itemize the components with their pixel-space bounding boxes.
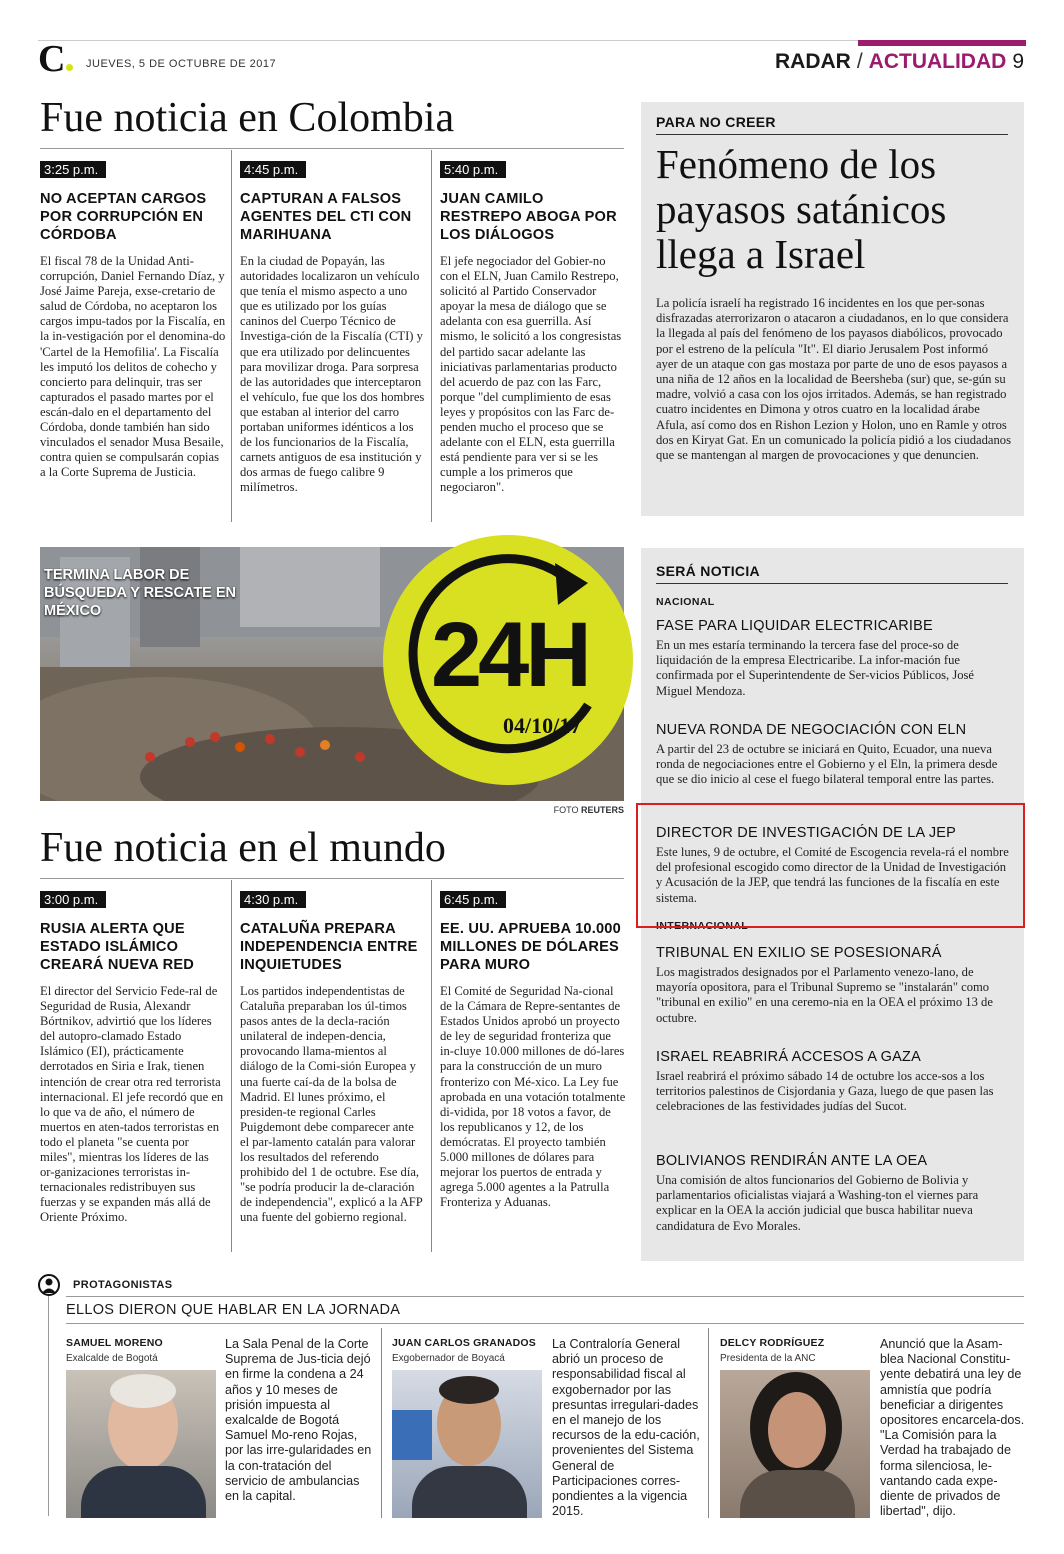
noticia-body: A partir del 23 de octubre se iniciará en Quito, Ecuador, una nueva ronda de negociaciones entre el Gobierno y el Eln, la primera desde que se dio inicio al cese el fuego bilateral temporal entre las partes. — [656, 742, 998, 787]
kicker-rule — [656, 583, 1008, 584]
para-no-creer-box — [641, 102, 1024, 516]
person-glyph — [40, 1276, 58, 1294]
person-name[interactable]: DELCY RODRÍGUEZ — [720, 1337, 825, 1349]
colombia-story-2[interactable] — [240, 159, 426, 496]
portrait-juan-carlos-granados[interactable] — [392, 1370, 542, 1518]
column-divider — [431, 880, 432, 1252]
story-body: El Comité de Seguridad Na-cional de la Cámara de Repre-sentantes de Estados Unidos aprobó un proyecto de ley de seguridad fronteriza que in-cluye 10.000 millones de dó-lares para la construcción de un muro fronterizo con Mé-xico. La Ley fue aprobada en una votación totalmente di-vidida, por 18 votos a favor, de los republicanos y 12, de los demócratas. El proyecto también 5.000 millones de dólares para mejorar los puertos de entrada y agrega 5.000 agentes a la Patrulla Fronteriza y Aduanas. — [440, 984, 626, 1210]
section-label — [775, 50, 1024, 74]
colombia-top-rule — [40, 148, 624, 149]
person-name[interactable]: SAMUEL MORENO — [66, 1337, 163, 1349]
story-headline[interactable]: RUSIA ALERTA QUE ESTADO ISLÁMICO CREARÁ NUEVA RED — [40, 921, 195, 973]
portrait-samuel-moreno[interactable] — [66, 1370, 216, 1518]
newspaper-logo[interactable]: C — [38, 42, 73, 76]
subsection-name: ACTUALIDAD — [868, 50, 1007, 73]
colombia-story-3[interactable] — [440, 159, 626, 496]
story-headline[interactable]: CAPTURAN A FALSOS AGENTES DEL CTI CON MARIHUANA — [240, 191, 412, 243]
mundo-story-2[interactable] — [240, 889, 426, 1226]
story-body: Los partidos independentistas de Cataluña preparaban los úl-timos pasos antes de la decla-ración unilateral de indepen-dencia, provocando llama-mientos al diálogo de la Comi-sión Europea y una fuerte caí-da de la bolsa de Madrid. El lunes próximo, el presiden-te regional Carles Puigdemont debe comparecer ante el par-lamento catalán para valorar los resultados del referendo prohibido del 1 de octubre. Ese día, "se podría producir la de-claración de independencia", explicó a la AFP una fuente del gobierno regional. — [240, 984, 423, 1225]
protagonistas-left-rule — [48, 1296, 49, 1516]
highlight-box — [636, 803, 1025, 928]
story-headline[interactable]: CATALUÑA PREPARA INDEPENDENCIA ENTRE INQUIETUDES — [240, 921, 418, 973]
story-time: 4:30 p.m. — [240, 891, 306, 908]
noticia-body: Este lunes, 9 de octubre, el Comité de Escogencia revela-rá el nombre del profesional escogido como director de la Unidad de Investigación y Acusación de la JEP, que tendrá las funciones de la fiscalía en este sistema. — [656, 845, 1009, 905]
story-time: 3:00 p.m. — [40, 891, 106, 908]
photo-credit: FOTO REUTERS — [553, 805, 624, 815]
story-body: El fiscal 78 de la Unidad Anti-corrupción, Daniel Fernando Díaz, y José Jaime Pareja, exse-cretario de salud de Córdoba, no aceptaron los cargos impu-tados por la Fiscalía, en la in-vestigación por el denomina-do 'Cartel de la Hemofilia'. La Fiscalía les imputó los delitos de cohecho y concierto para delinquir, tras ser capturados el pasado martes por el escán-dalo en el departamento del Córdoba, donde también han sido vinculados el senador Musa Besaile, contra quien se compulsarán copias a la Corte Suprema de Justicia. — [40, 254, 226, 480]
colombia-section-title: Fue noticia en Colombia — [40, 95, 455, 141]
column-divider — [231, 880, 232, 1252]
issue-date: JUEVES, 5 DE OCTUBRE DE 2017 — [86, 58, 277, 70]
column-divider — [708, 1328, 709, 1518]
story-time: 6:45 p.m. — [440, 891, 506, 908]
person-role: Exalcalde de Bogotá — [66, 1353, 158, 1364]
section-separator: / — [856, 50, 863, 73]
mundo-top-rule — [40, 878, 624, 879]
story-time: 3:25 p.m. — [40, 161, 106, 178]
column-divider — [231, 150, 232, 522]
noticia-body: Una comisión de altos funcionarios del Gobierno de Bolivia y parlamentarios oficialistas viajará a Washing-ton el viernes para explicar en la OEA la acción judicial que busca habilitar nueva candidatura de Evo Morales. — [656, 1173, 979, 1233]
section-accent-bar — [858, 40, 1026, 46]
noticia-headline[interactable]: DIRECTOR DE INVESTIGACIÓN DE LA JEP — [656, 825, 957, 841]
nacional-label: NACIONAL — [656, 596, 715, 608]
column-divider — [431, 150, 432, 522]
story-time: 5:40 p.m. — [440, 161, 506, 178]
story-body: El jefe negociador del Gobier-no con el ELN, Juan Camilo Restrepo, solicitó al Partido Conservador apoyar la mesa de diálogo que se adelanta con esa guerrilla. Así mismo, le solicitó a los congresistas del partido sacar adelante las iniciativas parlamentarias producto del acuerdo de paz con las Farc, porque "del cumplimiento de esas leyes y propósitos con las Farc de-penden mucho el proceso que se adelante con el ELN, esta guerrilla está pendiente para ver si se les cumple a los primeros que negociaron". — [440, 254, 622, 495]
person-text: La Sala Penal de la Corte Suprema de Jus-ticia dejó en firme la condena a 24 años y 10 meses de prisión impuesta al exalcalde de Bogotá Samuel Mo-reno Rojas, por las irre-gularidades en la con-tratación del servicio de ambulancias en la capital. — [225, 1337, 372, 1504]
para-no-creer-kicker: PARA NO CREER — [656, 114, 776, 130]
noticia-headline[interactable]: FASE PARA LIQUIDAR ELECTRICARIBE — [656, 618, 933, 634]
page-number: 9 — [1012, 50, 1024, 73]
noticia-headline[interactable]: BOLIVIANOS RENDIRÁN ANTE LA OEA — [656, 1153, 928, 1169]
24h-badge — [383, 535, 633, 785]
noticia-headline[interactable]: ISRAEL REABRIRÁ ACCESOS A GAZA — [656, 1049, 921, 1065]
story-headline[interactable]: JUAN CAMILO RESTREPO ABOGA POR LOS DIÁLOGOS — [440, 191, 617, 243]
section-name: RADAR — [774, 50, 851, 73]
person-text: La Contraloría General abrió un proceso de responsabilidad fiscal al exgobernador por las presuntas irregulari-dades en el manejo de los recursos de la edu-cación, provenientes del Sistema General de Participaciones corres-pondientes a la vigencia 2015. — [552, 1337, 700, 1519]
noticia-body: Los magistrados designados por el Parlamento venezo-lano, de mayoría opositora, para el Tribunal Supremo se "instalarán" como "tribunal en exilio" en una ceremo-nia en la OEA el próximo 13 de octubre. — [656, 965, 993, 1025]
noticia-headline[interactable]: NUEVA RONDA DE NEGOCIACIÓN CON ELN — [656, 722, 967, 738]
para-no-creer-title[interactable]: Fenómeno de los payasos satánicos llega a Israel — [656, 141, 947, 277]
story-headline[interactable]: EE. UU. APRUEBA 10.000 MILLONES DE DÓLARES PARA MURO — [440, 921, 621, 973]
person-name[interactable]: JUAN CARLOS GRANADOS — [392, 1337, 537, 1349]
mundo-story-1[interactable] — [40, 889, 226, 1226]
mundo-story-3[interactable] — [440, 889, 626, 1210]
protagonistas-kicker: PROTAGONISTAS — [73, 1279, 173, 1291]
logo-dot — [66, 64, 73, 71]
portrait-delcy-rodriguez[interactable] — [720, 1370, 870, 1518]
story-body: En la ciudad de Popayán, las autoridades localizaron un vehículo que tenía el mismo aspecto a uno que es utilizado por los guías caninos del Cuerpo Técnico de Investiga-ción de la Fiscalía (CTI) y que era utilizado por delincuentes para movilizar droga. Para sorpresa de las autoridades que interceptaron el vehículo, fue que los dos hombres que estaban al interior del carro portaban uniformes idénticos a los de los funcionarios de la Fiscalía, carnets antiguos de esa institución y dos armas de fuego calibre 9 milímetros. — [240, 254, 425, 495]
protagonistas-sub-rule — [66, 1323, 1024, 1324]
internacional-label: INTERNACIONAL — [656, 920, 749, 932]
person-text: Anunció que la Asam-blea Nacional Constitu-yente debatirá una ley de amnistía que podría beneficiar a dirigentes opositores encarcela-dos. "La Comisión para la Verdad ha trabajado de forma silenciosa, le-vantando cada expe-diente de privados de libertad", dijo. — [880, 1337, 1025, 1519]
kicker-rule — [656, 134, 1008, 135]
protagonistas-rule — [66, 1296, 1024, 1297]
noticia-headline[interactable]: TRIBUNAL EN EXILIO SE POSESIONARÁ — [656, 945, 942, 961]
badge-date: 04/10/17 — [503, 713, 582, 738]
story-headline[interactable]: NO ACEPTAN CARGOS POR CORRUPCIÓN EN CÓRDOBA — [40, 191, 207, 243]
noticia-body: Israel reabrirá el próximo sábado 14 de octubre los acce-sos a los territorios palestinos de Cisjordania y Gaza, luego de que pasen las celebraciones de las festividades judías del Sucot. — [656, 1069, 994, 1114]
colombia-story-1[interactable] — [40, 159, 226, 480]
protagonistas-subtitle: ELLOS DIERON QUE HABLAR EN LA JORNADA — [66, 1302, 401, 1318]
para-no-creer-body: La policía israelí ha registrado 16 incidentes en los que per-sonas disfrazadas aterrorizaron o atacaron a ciudadanos, en lo que considera la llegada al país del fenómeno de los payasos diabólicos, provocado por el estreno de la película "It". El diario Jerusalem Post informó ayer de un ataque con gas mostaza por parte de uno de esos payasos a una niña de 12 años en la localidad de Beersheba (sur) que, se-gún su madre, volvió a casa con los ojos irritados. Además, se han registrado cuatro incidentes en Dimona y otros cuatro en la localidad árabe Afula, así como dos en Rishon Lezion y Holon, uno en Ramle y otros dos en Kiryat Gat. En un comunicado la policía pidió a los ciudadanos que se mantengan al margen de provocaciones y que denuncien. — [656, 296, 1011, 463]
photo-caption: TERMINA LABOR DE BÚSQUEDA Y RESCATE EN MÉXICO — [44, 567, 237, 619]
person-role: Presidenta de la ANC — [720, 1353, 816, 1364]
noticia-body: En un mes estaría terminando la tercera fase del proce-so de liquidación de la empresa Electricaribe. La infor-mación fue confirmada por el Superintendente de Ser-vicios Públicos, José Miguel Mendoza. — [656, 638, 975, 698]
24h-label: 24H — [431, 604, 588, 706]
sera-noticia-kicker: SERÁ NOTICIA — [656, 563, 760, 579]
mundo-section-title: Fue noticia en el mundo — [40, 825, 446, 871]
story-body: El director del Servicio Fede-ral de Seguridad de Rusia, Alexandr Bórtnikov, advirtió que los líderes del autopro-clamado Estado Islámico (EI), prácticamente derrotados en Siria e Irak, tienen intención de crear otra red terrorista internacional. El jefe recordó que en lo que va de año, el número de muertos en aten-tados terroristas en todo el planeta "se cuenta por miles", mientras los líderes de las or-ganizaciones terroristas in-ternacionales redistribuyen sus fuerzas y se expanden más allá de Oriente Próximo. — [40, 984, 224, 1225]
story-time: 4:45 p.m. — [240, 161, 306, 178]
column-divider — [381, 1328, 382, 1518]
person-role: Exgobernador de Boyacá — [392, 1353, 505, 1364]
person-icon — [38, 1274, 60, 1296]
